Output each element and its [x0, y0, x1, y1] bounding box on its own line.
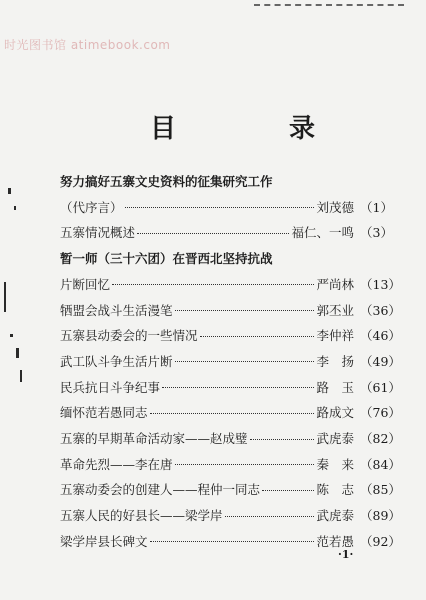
toc-entry: [60, 480, 401, 500]
toc-entry-title: 缅怀范若愚同志: [60, 405, 148, 421]
toc-entry-page: （1）: [360, 199, 393, 215]
toc-entry-page: （3）: [360, 225, 393, 241]
toc-entry-author: 范若愚: [316, 533, 354, 549]
dot-leader: [162, 387, 314, 388]
toc-entry-title: 五寨县动委会的一些情况: [60, 328, 198, 344]
dot-leader: [150, 413, 315, 414]
toc-entry-title: 五寨情况概述: [60, 225, 136, 241]
toc-entry-author: 陈 志: [316, 482, 354, 498]
toc-entry-author: 郭丕业: [316, 302, 354, 318]
toc-entry: [60, 249, 390, 269]
dot-leader: [175, 361, 315, 362]
toc-entry-author: 李仲祥: [316, 328, 354, 344]
toc-entry: [60, 455, 401, 475]
dot-leader: [175, 310, 315, 311]
dot-leader: [262, 490, 314, 491]
top-edge-marks: [254, 4, 404, 6]
toc-entry-page: （85）: [360, 482, 401, 498]
toc-entry: [60, 326, 401, 346]
toc-entry-title: 暂一师（三十六团）在晋西北坚持抗战: [60, 251, 273, 267]
toc-entry-author: 刘茂德: [316, 199, 354, 215]
toc-entry-page: （84）: [360, 456, 401, 472]
margin-mark: [4, 282, 6, 312]
toc-entry: [60, 403, 401, 423]
margin-mark: [10, 334, 13, 337]
margin-mark: [16, 348, 19, 358]
toc-entry-author: 秦 来: [316, 456, 354, 472]
margin-mark: [8, 188, 11, 194]
toc-entry-author: 路 玉: [316, 379, 354, 395]
watermark: 时光图书馆 atimebook.com: [4, 38, 171, 52]
toc-entry-page: （61）: [360, 379, 401, 395]
margin-mark: [14, 206, 16, 210]
toc-entry-page: （82）: [360, 431, 401, 446]
toc-entry-title: 武工队斗争生活片断: [60, 353, 173, 369]
toc-entry: [60, 223, 393, 243]
toc-entry-page: （36）: [360, 302, 401, 318]
toc-entry: [60, 172, 390, 192]
toc-entry-author: 严尚林: [316, 276, 354, 292]
toc-entry: [60, 198, 393, 218]
toc-entry-author: 路成文: [316, 405, 354, 421]
dot-leader: [137, 233, 289, 234]
page-number: ·1·: [338, 548, 354, 561]
toc-entry-title: （代序言）: [60, 199, 123, 215]
toc-entry: [60, 429, 401, 449]
dot-leader: [112, 284, 314, 285]
toc-entry-page: （49）: [360, 353, 401, 369]
dot-leader: [200, 336, 315, 337]
dot-leader: [125, 207, 315, 208]
toc-entry-title: 五寨人民的好县长——梁学岸: [60, 508, 223, 524]
page-title: 目 录: [150, 114, 368, 144]
toc-entry-author: 李 扬: [316, 353, 354, 369]
dot-leader: [225, 516, 315, 517]
toc-entry-title: 梁学岸县长碑文: [60, 533, 148, 549]
toc-entry: [60, 352, 401, 372]
toc-entry: [60, 506, 401, 526]
toc-entry-title: 革命先烈——李在唐: [60, 456, 173, 472]
toc-entry-author: 武虎泰: [316, 431, 354, 446]
toc-entry: [60, 378, 401, 398]
toc-entry-page: （76）: [360, 405, 401, 421]
toc-entry-page: （89）: [360, 508, 401, 524]
toc-entry-title: 民兵抗日斗争纪事: [60, 379, 161, 395]
margin-mark: [20, 370, 22, 382]
toc-entry-page: （46）: [360, 328, 401, 344]
toc-entry-title: 片断回忆: [60, 276, 111, 292]
toc-entry-title: 五寨动委会的创建人——程仲一同志: [60, 482, 261, 498]
toc-entry: [60, 301, 401, 321]
toc-entry: [60, 275, 401, 295]
toc-entry-title: 努力搞好五寨文史资料的征集研究工作: [60, 174, 273, 189]
toc-entry-title: 牺盟会战斗生活漫笔: [60, 302, 173, 318]
toc-entry-title: 五寨的早期革命活动家——赵成璧: [60, 431, 248, 446]
toc-entry-page: （92）: [360, 533, 401, 549]
toc-entry-author: 武虎泰: [316, 508, 354, 524]
toc-entry-page: （13）: [360, 276, 401, 292]
dot-leader: [150, 541, 315, 542]
toc-entry-author: 福仁、一鸣: [291, 225, 354, 241]
dot-leader: [250, 439, 315, 440]
dot-leader: [175, 464, 315, 465]
